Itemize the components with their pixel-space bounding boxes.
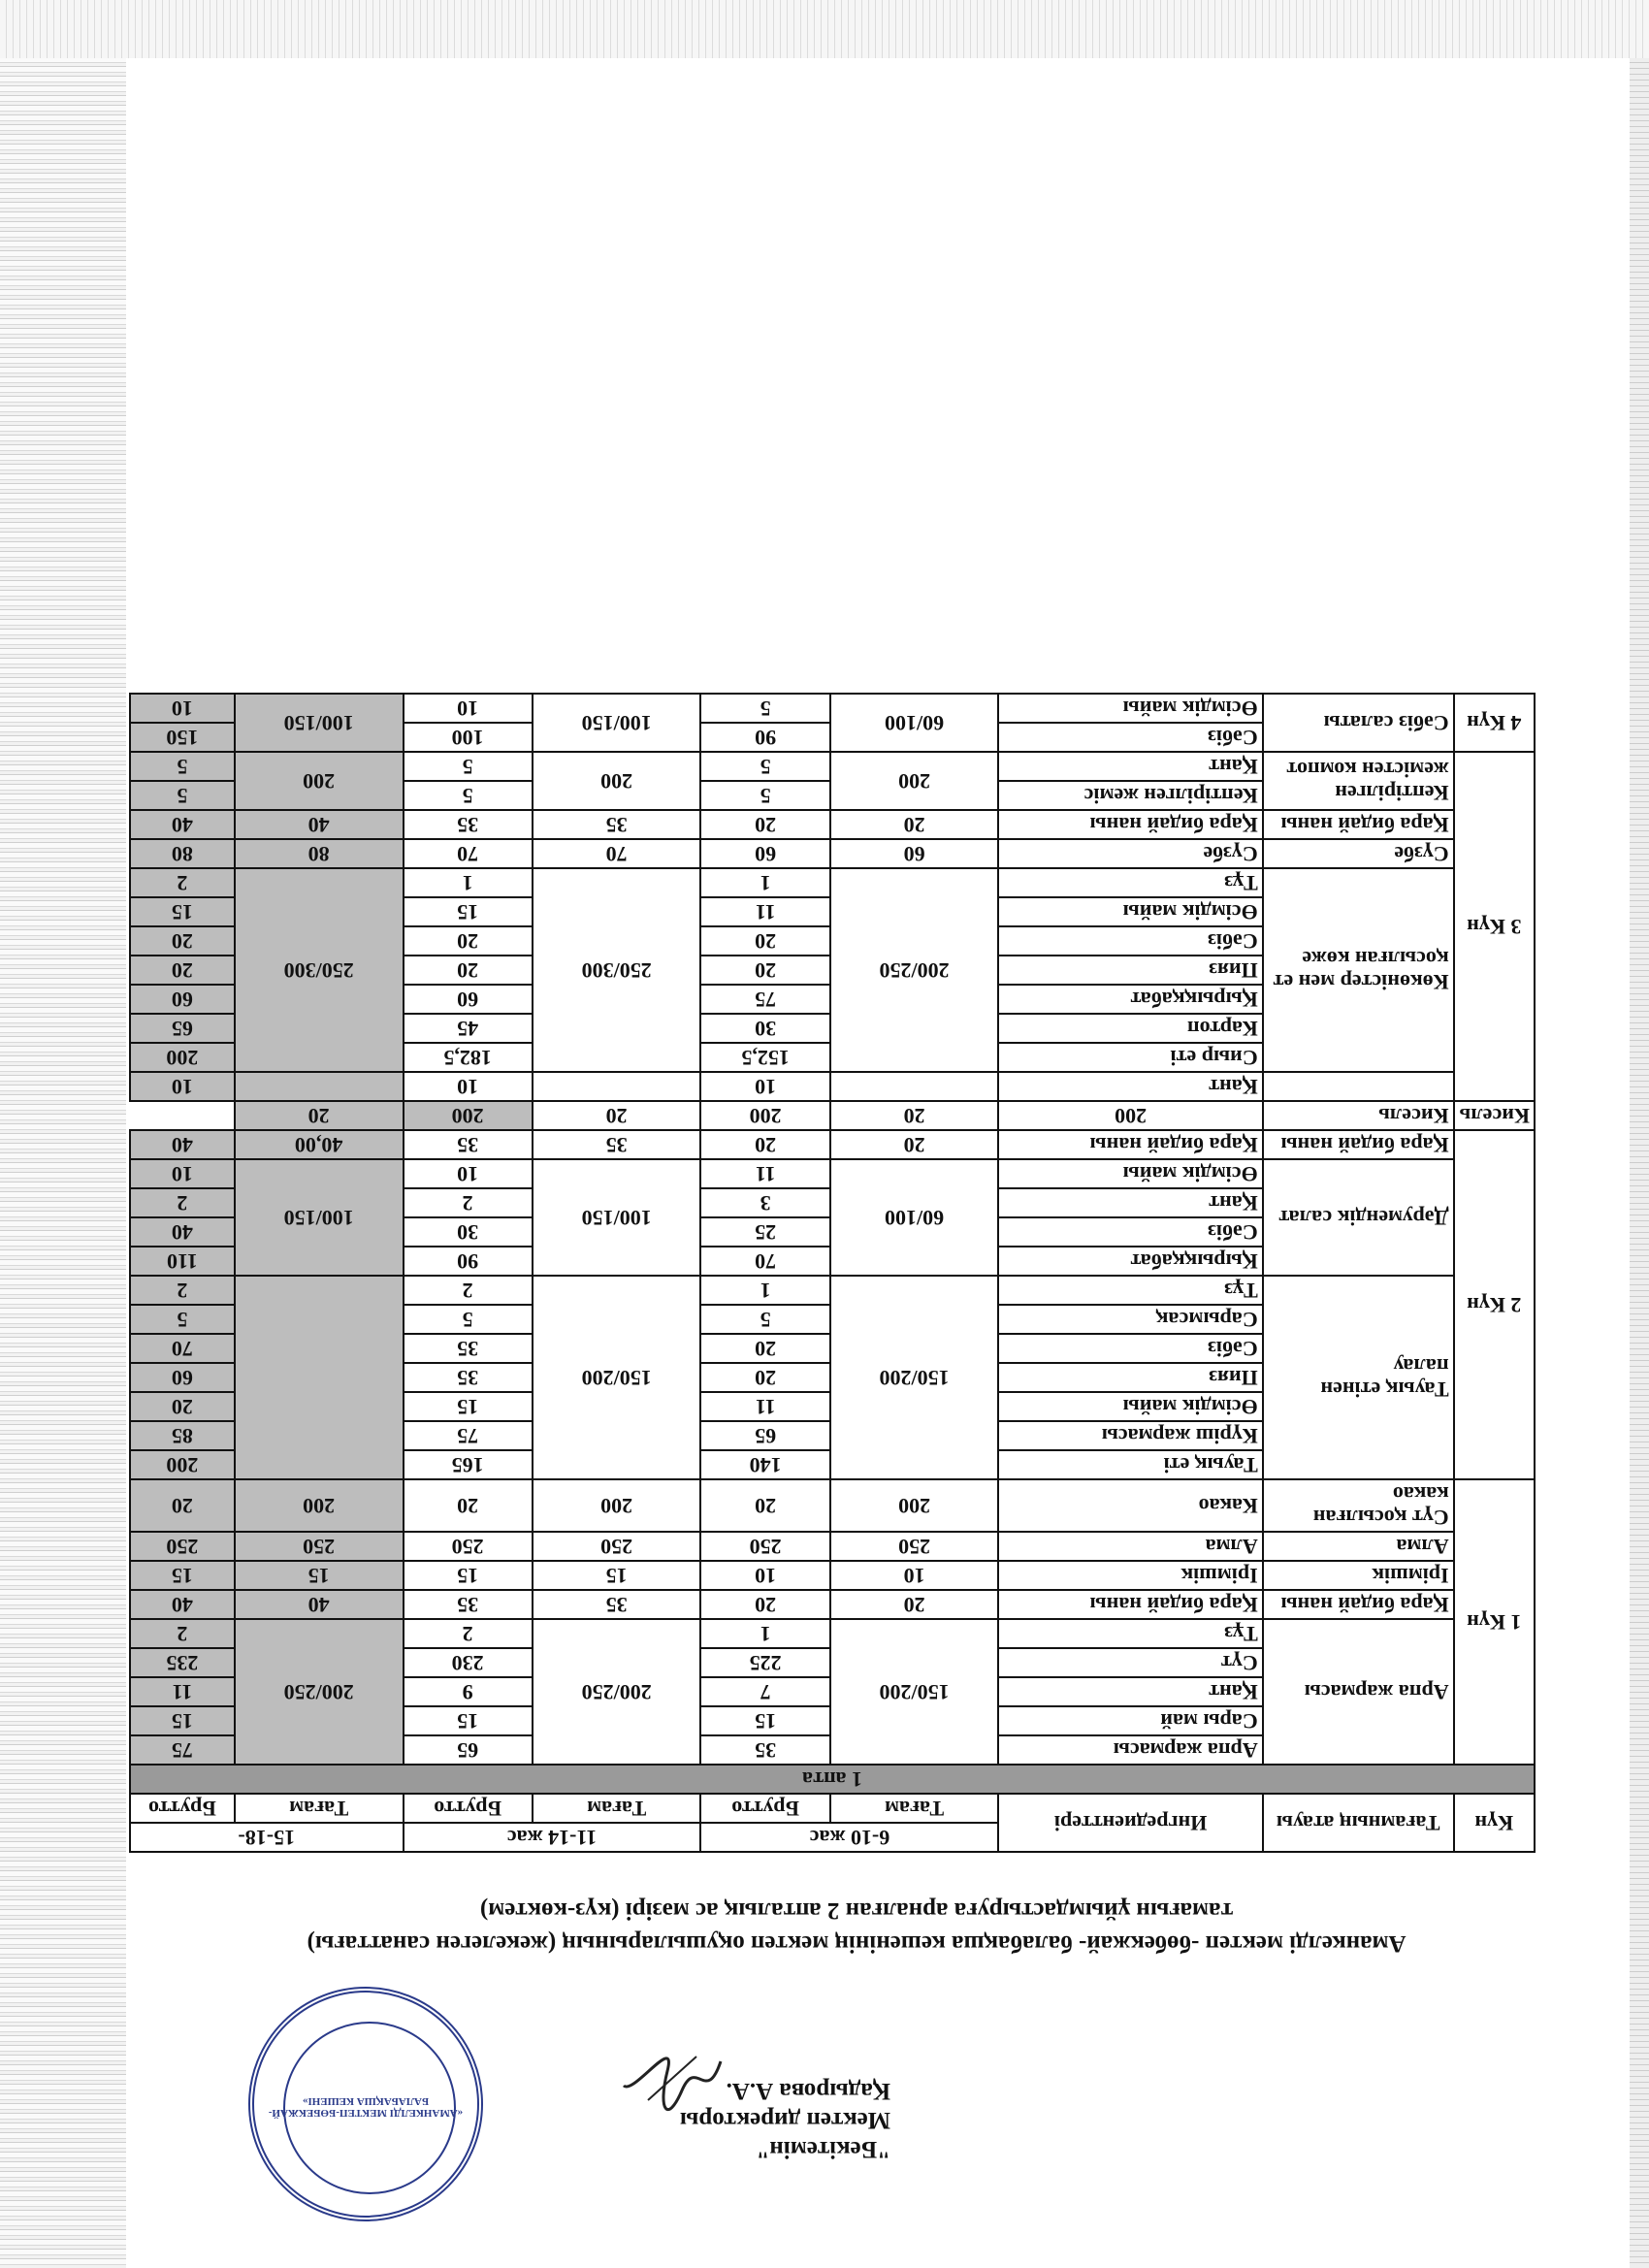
brutto-11-14: 250 bbox=[404, 1532, 533, 1561]
portion-11-14 bbox=[533, 1072, 701, 1101]
ingredient: Қант bbox=[998, 752, 1262, 781]
brutto-15-18: 200 bbox=[130, 1450, 235, 1479]
portion-6-10: 200 bbox=[998, 1101, 1262, 1130]
ingredient: Қара бидай наны bbox=[998, 1130, 1262, 1159]
header-brutto: Брутто bbox=[404, 1794, 533, 1823]
ingredient: Сәбіз bbox=[998, 1334, 1262, 1363]
brutto-6-10: 152,5 bbox=[701, 1043, 830, 1072]
portion-6-10: 250 bbox=[830, 1532, 999, 1561]
portion-11-14: 200 bbox=[533, 752, 701, 810]
portion-11-14: 150/200 bbox=[533, 1276, 701, 1479]
brutto-11-14: 15 bbox=[404, 1706, 533, 1735]
portion-15-18: 200 bbox=[404, 1101, 533, 1130]
brutto-6-10: 10 bbox=[701, 1072, 830, 1101]
table-row bbox=[130, 1479, 1535, 1532]
portion-6-10: 200 bbox=[830, 752, 999, 810]
brutto-15-18: 40 bbox=[130, 810, 235, 839]
brutto-15-18: 85 bbox=[130, 1421, 235, 1450]
portion-15-18: 15 bbox=[235, 1561, 404, 1590]
table-row bbox=[130, 1735, 1535, 1765]
brutto-11-14: 230 bbox=[404, 1648, 533, 1677]
portion-6-10: 60 bbox=[830, 839, 999, 868]
portion-15-18: 40,00 bbox=[235, 1130, 404, 1159]
ingredient: Өсімдік майы bbox=[998, 1159, 1262, 1188]
brutto-6-10: 15 bbox=[701, 1706, 830, 1735]
brutto-6-10: 20 bbox=[701, 926, 830, 956]
table-row bbox=[130, 1043, 1535, 1072]
brutto-15-18: 20 bbox=[130, 1479, 235, 1532]
brutto-11-14: 165 bbox=[404, 1450, 533, 1479]
portion-15-18: 200/250 bbox=[235, 1619, 404, 1765]
portion-11-14: 70 bbox=[533, 839, 701, 868]
portion-15-18: 100/150 bbox=[235, 694, 404, 752]
portion-15-18: 40 bbox=[235, 1590, 404, 1619]
brutto-11-14: 70 bbox=[404, 839, 533, 868]
brutto-11-14: 1 bbox=[404, 868, 533, 897]
brutto-6-10: 1 bbox=[701, 868, 830, 897]
brutto-15-18: 10 bbox=[130, 1159, 235, 1188]
brutto-15-18: 20 bbox=[130, 926, 235, 956]
dish-name: Кептірілген жемістен компот bbox=[1263, 752, 1454, 810]
dish-name: Алма bbox=[1263, 1532, 1454, 1561]
table-row bbox=[130, 1130, 1535, 1159]
ingredient: Сүзбе bbox=[998, 839, 1262, 868]
brutto-15-18: 2 bbox=[130, 1188, 235, 1217]
portion-11-14: 35 bbox=[533, 810, 701, 839]
brutto-11-14: 182,5 bbox=[404, 1043, 533, 1072]
ingredient: Кептірілген жеміс bbox=[998, 781, 1262, 810]
brutto-11-14: 15 bbox=[404, 897, 533, 926]
table-row bbox=[130, 781, 1535, 810]
brutto-15-18: 40 bbox=[130, 1217, 235, 1247]
dish-name: Қара бидай наны bbox=[1263, 1590, 1454, 1619]
portion-15-18 bbox=[235, 1276, 404, 1479]
ingredient: Сәбіз bbox=[998, 926, 1262, 956]
portion-6-10: 200 bbox=[830, 1479, 999, 1532]
brutto-6-10: 65 bbox=[701, 1421, 830, 1450]
header-age-11-14: 11-14 жас bbox=[404, 1823, 701, 1852]
brutto-6-10: 5 bbox=[701, 694, 830, 723]
approval-position: Мектеп директоры bbox=[679, 2107, 890, 2133]
header-dish: Тағамның атауы bbox=[1263, 1794, 1454, 1852]
brutto-6-10: 11 bbox=[701, 897, 830, 926]
portion-11-14: 15 bbox=[533, 1561, 701, 1590]
day-label: 1 Күн bbox=[1454, 1479, 1535, 1765]
portion-11-14: 200/250 bbox=[533, 1619, 701, 1765]
portion-6-10: 20 bbox=[830, 1590, 999, 1619]
dish-name: Кисель bbox=[1454, 1101, 1535, 1130]
dish-name: Сәбіз салаты bbox=[1263, 694, 1454, 752]
table-row bbox=[130, 723, 1535, 752]
brutto-6-10: 30 bbox=[701, 1014, 830, 1043]
brutto-15-18: 15 bbox=[130, 1561, 235, 1590]
brutto-11-14: 35 bbox=[404, 1363, 533, 1392]
ingredient: Тұз bbox=[998, 868, 1262, 897]
brutto-15-18: 65 bbox=[130, 1014, 235, 1043]
table-row bbox=[130, 1532, 1535, 1561]
portion-6-10: 200/250 bbox=[830, 868, 999, 1072]
ingredient: Какао bbox=[998, 1479, 1262, 1532]
brutto-6-10: 7 bbox=[701, 1677, 830, 1706]
brutto-15-18: 70 bbox=[130, 1334, 235, 1363]
ingredient: Өсімдік майы bbox=[998, 897, 1262, 926]
header-tagam: Тағам bbox=[533, 1794, 701, 1823]
brutto-11-14: 2 bbox=[404, 1276, 533, 1305]
brutto-15-18: 250 bbox=[130, 1532, 235, 1561]
brutto-6-10: 20 bbox=[701, 1479, 830, 1532]
brutto-15-18: 60 bbox=[130, 1363, 235, 1392]
ingredient: Картоп bbox=[998, 1014, 1262, 1043]
brutto-15-18: 5 bbox=[130, 781, 235, 810]
brutto-15-18: 5 bbox=[130, 1305, 235, 1334]
brutto-15-18: 2 bbox=[130, 868, 235, 897]
brutto-11-14: 35 bbox=[404, 810, 533, 839]
dish-name: Тауық етінен палау bbox=[1263, 1276, 1454, 1479]
official-stamp bbox=[248, 1987, 483, 2221]
brutto-6-10: 11 bbox=[701, 1159, 830, 1188]
portion-6-10 bbox=[830, 1072, 999, 1101]
table-row bbox=[130, 1450, 1535, 1479]
header-day: Күн bbox=[1454, 1794, 1535, 1852]
table-row bbox=[130, 1247, 1535, 1276]
brutto-6-10: 5 bbox=[701, 781, 830, 810]
brutto-6-10: 70 bbox=[701, 1247, 830, 1276]
brutto-6-10: 20 bbox=[701, 956, 830, 985]
ingredient: Өсімдік майы bbox=[998, 1392, 1262, 1421]
brutto-11-14: 60 bbox=[404, 985, 533, 1014]
brutto-11-14: 35 bbox=[404, 1334, 533, 1363]
ingredient: Күріш жармасы bbox=[998, 1421, 1262, 1450]
brutto-15-18: 11 bbox=[130, 1677, 235, 1706]
page-content bbox=[116, 29, 1628, 2241]
brutto-6-10: 5 bbox=[701, 752, 830, 781]
dish-name: Арпа жармасы bbox=[1263, 1619, 1454, 1765]
ingredient: Қырыққабат bbox=[998, 985, 1262, 1014]
brutto-15-18: 20 bbox=[130, 956, 235, 985]
approval-label: "Бекітемін" bbox=[756, 2136, 890, 2162]
table-row bbox=[130, 1072, 1535, 1101]
table-row bbox=[130, 1101, 1535, 1130]
dish-name: Қара бидай наны bbox=[1263, 810, 1454, 839]
dish-name: Дәрумендік салат bbox=[1263, 1159, 1454, 1276]
portion-11-14: 250 bbox=[533, 1532, 701, 1561]
brutto-11-14: 90 bbox=[404, 1247, 533, 1276]
brutto-15-18: 235 bbox=[130, 1648, 235, 1677]
brutto-6-10: 25 bbox=[701, 1217, 830, 1247]
table-row bbox=[130, 839, 1535, 868]
title-line-1: Аманкелді мектеп -бөбекжай- балабақша кешенінің мектеп оқушыларының (жекелеген санаттағы) bbox=[307, 1930, 1406, 1957]
table-row bbox=[130, 1561, 1535, 1590]
brutto-11-14: 2 bbox=[404, 1619, 533, 1648]
ingredient: Тауық еті bbox=[998, 1450, 1262, 1479]
title-line-2: тамағын ұйымдастыруға арналған 2 апталық ас мәзірі (күз-көктем) bbox=[479, 1897, 1234, 1924]
ingredient: Сәбіз bbox=[998, 1217, 1262, 1247]
portion-11-14: 200 bbox=[701, 1101, 830, 1130]
brutto-6-10: 20 bbox=[701, 810, 830, 839]
approval-block bbox=[483, 2076, 890, 2163]
brutto-11-14: 100 bbox=[404, 723, 533, 752]
brutto-11-14: 35 bbox=[404, 1130, 533, 1159]
brutto-15-18: 110 bbox=[130, 1247, 235, 1276]
header-brutto: Брутто bbox=[701, 1794, 830, 1823]
brutto-11-14: 65 bbox=[404, 1735, 533, 1765]
brutto-6-10: 90 bbox=[701, 723, 830, 752]
dish-name: Сүт қосылған какао bbox=[1263, 1479, 1454, 1532]
dish-name: Ірімшік bbox=[1263, 1561, 1454, 1590]
header-age-15-18: 15-18- bbox=[130, 1823, 404, 1852]
brutto-11-14: 9 bbox=[404, 1677, 533, 1706]
brutto-11-14: 20 bbox=[404, 1479, 533, 1532]
brutto-11-14: 5 bbox=[404, 781, 533, 810]
brutto-6-10: 75 bbox=[701, 985, 830, 1014]
header-row-1 bbox=[130, 1823, 1535, 1852]
approval-name: Қадырова А.А. bbox=[726, 2078, 890, 2104]
brutto-15-18: 5 bbox=[130, 752, 235, 781]
portion-15-18: 40 bbox=[235, 810, 404, 839]
brutto-6-10: 20 bbox=[701, 1334, 830, 1363]
week-label: 1 апта bbox=[130, 1765, 1535, 1794]
portion-15-18: 100/150 bbox=[235, 1159, 404, 1276]
header-age-6-10: 6-10 жас bbox=[701, 1823, 999, 1852]
brutto-6-10: 20 bbox=[701, 1590, 830, 1619]
portion-11-14: 250/300 bbox=[533, 868, 701, 1072]
brutto-15-18: 10 bbox=[130, 694, 235, 723]
brutto-15-18: 2 bbox=[130, 1276, 235, 1305]
portion-6-10: 150/200 bbox=[830, 1276, 999, 1479]
stamp-text: «АМАНКЕЛДІ МЕКТЕП-БӨБЕКЖАЙ-БАЛАБАҚША КЕШЕНІ» bbox=[268, 2095, 464, 2119]
portion-6-10: 150/200 bbox=[830, 1619, 999, 1765]
portion-11-14: 200 bbox=[533, 1479, 701, 1532]
portion-11-14: 35 bbox=[533, 1130, 701, 1159]
brutto-15-18: 200 bbox=[130, 1043, 235, 1072]
ingredient: Сиыр еті bbox=[998, 1043, 1262, 1072]
brutto-11-14: 75 bbox=[404, 1421, 533, 1450]
portion-6-10: 60/100 bbox=[830, 694, 999, 752]
portion-15-18: 200 bbox=[235, 752, 404, 810]
ingredient: Тұз bbox=[998, 1619, 1262, 1648]
brutto-6-10: 20 bbox=[701, 1363, 830, 1392]
brutto-15-18: 10 bbox=[130, 1072, 235, 1101]
ingredient: Тұз bbox=[998, 1276, 1262, 1305]
header-brutto: Брутто bbox=[130, 1794, 235, 1823]
portion-15-18 bbox=[235, 1072, 404, 1101]
portion-15-18: 200 bbox=[235, 1479, 404, 1532]
brutto-15-18: 20 bbox=[130, 1392, 235, 1421]
portion-6-10: 20 bbox=[830, 810, 999, 839]
brutto-6-10: 10 bbox=[701, 1561, 830, 1590]
brutto-11-14: 15 bbox=[404, 1392, 533, 1421]
brutto-15-18: 75 bbox=[130, 1735, 235, 1765]
ingredient: Алма bbox=[998, 1532, 1262, 1561]
dish-name: Қара бидай наны bbox=[1263, 1130, 1454, 1159]
brutto-15-18: 15 bbox=[130, 897, 235, 926]
brutto-11-14: 20 bbox=[404, 956, 533, 985]
brutto-11-14: 15 bbox=[404, 1561, 533, 1590]
brutto-6-10: 1 bbox=[701, 1276, 830, 1305]
ingredient: Пияз bbox=[998, 956, 1262, 985]
dish-name: Сүзбе bbox=[1263, 839, 1454, 868]
ingredient: Қант bbox=[998, 1072, 1262, 1101]
brutto-15-18: 15 bbox=[130, 1706, 235, 1735]
day-label: 2 Күн bbox=[1454, 1130, 1535, 1479]
ingredient: Кисель bbox=[1263, 1101, 1454, 1130]
portion-6-10: 60/100 bbox=[830, 1159, 999, 1276]
brutto-15-18: 150 bbox=[130, 723, 235, 752]
brutto-6-10: 3 bbox=[701, 1188, 830, 1217]
brutto-15-18: 40 bbox=[130, 1590, 235, 1619]
brutto-15-18: 20 bbox=[235, 1101, 404, 1130]
day-label: 3 Күн bbox=[1454, 752, 1535, 1101]
brutto-11-14: 5 bbox=[404, 752, 533, 781]
header-tagam: Тағам bbox=[830, 1794, 999, 1823]
brutto-6-10: 11 bbox=[701, 1392, 830, 1421]
portion-11-14: 100/150 bbox=[533, 694, 701, 752]
portion-15-18: 80 bbox=[235, 839, 404, 868]
table-row bbox=[130, 1590, 1535, 1619]
brutto-11-14: 35 bbox=[404, 1590, 533, 1619]
menu-table bbox=[129, 693, 1536, 1853]
brutto-6-10: 20 bbox=[830, 1101, 999, 1130]
ingredient: Ірімшік bbox=[998, 1561, 1262, 1590]
ingredient: Сүт bbox=[998, 1648, 1262, 1677]
document-header bbox=[116, 1853, 1628, 2241]
ingredient: Пияз bbox=[998, 1363, 1262, 1392]
ingredient: Қара бидай наны bbox=[998, 810, 1262, 839]
brutto-11-14: 10 bbox=[404, 1072, 533, 1101]
brutto-15-18: 80 bbox=[130, 839, 235, 868]
brutto-15-18: 60 bbox=[130, 985, 235, 1014]
dish-name bbox=[1263, 1072, 1454, 1101]
portion-15-18: 250/300 bbox=[235, 868, 404, 1072]
ingredient: Қара бидай наны bbox=[998, 1590, 1262, 1619]
header-tagam: Тағам bbox=[235, 1794, 404, 1823]
brutto-11-14: 20 bbox=[533, 1101, 701, 1130]
ingredient: Сәбіз bbox=[998, 723, 1262, 752]
table-row bbox=[130, 810, 1535, 839]
brutto-11-14: 20 bbox=[404, 926, 533, 956]
brutto-6-10: 250 bbox=[701, 1532, 830, 1561]
ingredient: Қырыққабат bbox=[998, 1247, 1262, 1276]
ingredient: Арпа жармасы bbox=[998, 1735, 1262, 1765]
document-title bbox=[163, 1894, 1550, 1960]
day-label: 4 Күн bbox=[1454, 694, 1535, 752]
portion-11-14: 35 bbox=[533, 1590, 701, 1619]
week-row bbox=[130, 1765, 1535, 1794]
ingredient: Қант bbox=[998, 1188, 1262, 1217]
brutto-6-10: 5 bbox=[701, 1305, 830, 1334]
brutto-11-14: 30 bbox=[404, 1217, 533, 1247]
brutto-11-14: 5 bbox=[404, 1305, 533, 1334]
brutto-6-10: 225 bbox=[701, 1648, 830, 1677]
brutto-11-14: 2 bbox=[404, 1188, 533, 1217]
ingredient: Қант bbox=[998, 1677, 1262, 1706]
brutto-6-10: 35 bbox=[701, 1735, 830, 1765]
brutto-6-10: 1 bbox=[701, 1619, 830, 1648]
ingredient: Өсімдік майы bbox=[998, 694, 1262, 723]
brutto-11-14: 10 bbox=[404, 1159, 533, 1188]
brutto-6-10: 140 bbox=[701, 1450, 830, 1479]
brutto-11-14: 10 bbox=[404, 694, 533, 723]
brutto-6-10: 60 bbox=[701, 839, 830, 868]
portion-6-10: 20 bbox=[830, 1130, 999, 1159]
portion-15-18: 250 bbox=[235, 1532, 404, 1561]
dish-name: Көкөністер мен ет қосылған көже bbox=[1263, 868, 1454, 1072]
brutto-11-14: 45 bbox=[404, 1014, 533, 1043]
brutto-6-10: 20 bbox=[701, 1130, 830, 1159]
portion-6-10: 10 bbox=[830, 1561, 999, 1590]
portion-11-14: 100/150 bbox=[533, 1159, 701, 1276]
ingredient: Сары май bbox=[998, 1706, 1262, 1735]
brutto-15-18: 2 bbox=[130, 1619, 235, 1648]
brutto-15-18: 40 bbox=[130, 1130, 235, 1159]
header-ingredients: Ингредиенттері bbox=[998, 1794, 1262, 1852]
ingredient: Сарымсақ bbox=[998, 1305, 1262, 1334]
